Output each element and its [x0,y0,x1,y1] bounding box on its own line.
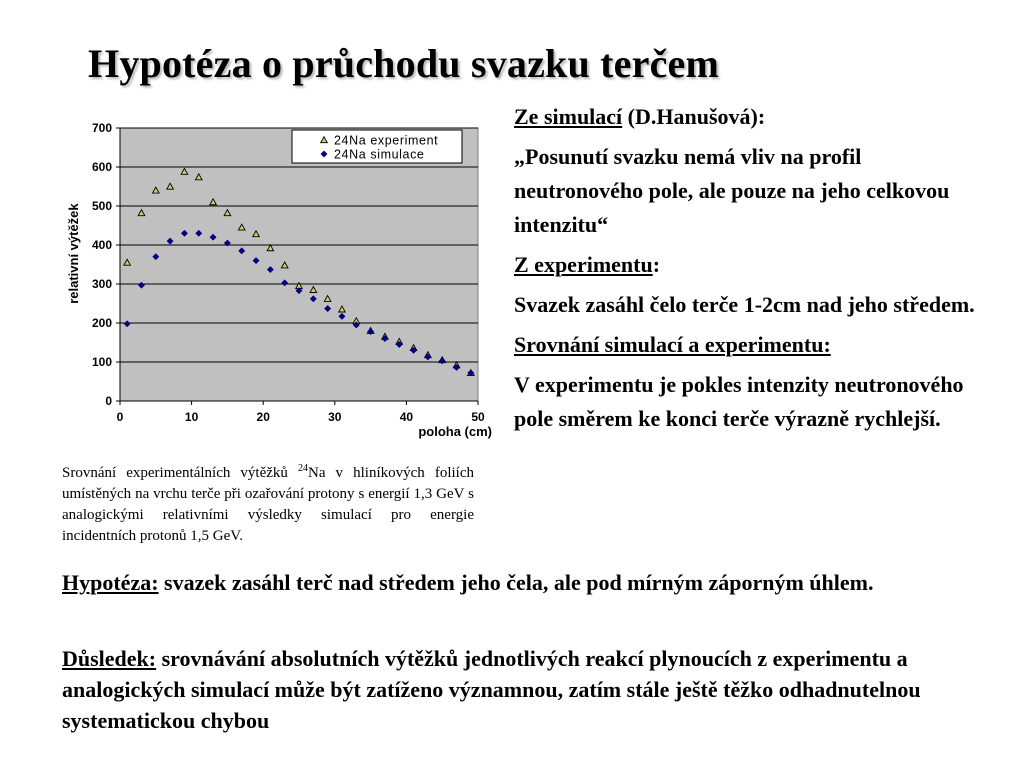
consequence-label: Důsledek: [62,646,157,671]
hypothesis-label: Hypotéza: [62,570,159,595]
x-axis-label: poloha (cm) [418,424,492,439]
simulation-quote: „Posunutí svazku nemá vliv na profil neutronového pole, ale pouze na jeho celkovou intenzitu“ [514,144,950,237]
caption-text-2: Na v hliníkových foliích umístěných na vrchu terče při ozařování protony s energií 1,3 GeV s analogickými relativními výsledky simulací pro energie incidentních protonů 1,5 GeV. [62,465,474,544]
x-tick-label: 20 [256,410,270,424]
y-tick-label: 600 [91,160,112,174]
x-tick-label: 30 [328,410,342,424]
y-tick-label: 0 [105,394,112,408]
experiment-colon: : [652,252,661,277]
x-tick-label: 40 [399,410,414,424]
hypothesis-text: svazek zasáhl terč nad středem jeho čela, ale pod mírným záporným úhlem. [158,570,874,595]
experiment-heading-line [514,248,984,282]
y-tick-label: 700 [91,121,112,135]
y-tick-label: 400 [91,238,112,252]
comparison-text: V experimentu je pokles intenzity neutronového pole směrem ke konci terče výrazně rychlejší. [514,372,964,431]
consequence-text: srovnávání absolutních výtěžků jednotlivých reakcí plynoucích z experimentu a analogických simulací může být zatíženo významnou, zatím stále ještě těžko odhadnutelnou systematickou chybou [62,646,921,733]
experiment-heading: Z experimentu [514,252,653,277]
chart-caption [62,458,474,547]
x-tick-label: 50 [471,410,485,424]
caption-sup: 24 [297,463,308,474]
slide-title: Hypotéza o průchodu svazku terčem [88,41,719,86]
simulation-heading: Ze simulací [514,104,623,129]
legend-label: 24Na simulace [334,147,425,162]
chart [56,112,506,452]
y-tick-label: 200 [91,316,112,330]
x-tick-label: 10 [184,410,199,424]
caption-text-1: Srovnání experimentálních výtěžků [62,465,298,481]
y-axis-label: relativní výtěžek [66,203,81,304]
x-tick-label: 0 [116,410,124,424]
right-column [514,100,984,436]
y-tick-label: 100 [91,355,112,369]
plot-area [120,128,478,401]
comparison-heading: Srovnání simulací a experimentu: [514,332,831,357]
experiment-text: Svazek zasáhl čelo terče 1-2cm nad jeho středem. [514,292,975,317]
legend-label: 24Na experiment [334,133,439,148]
simulation-heading-line [514,100,984,134]
y-tick-label: 300 [91,277,112,291]
consequence [62,643,982,736]
hypothesis [62,567,982,599]
y-tick-label: 500 [91,199,112,213]
simulation-author: (D.Hanušová): [622,104,766,129]
legend [292,130,462,163]
